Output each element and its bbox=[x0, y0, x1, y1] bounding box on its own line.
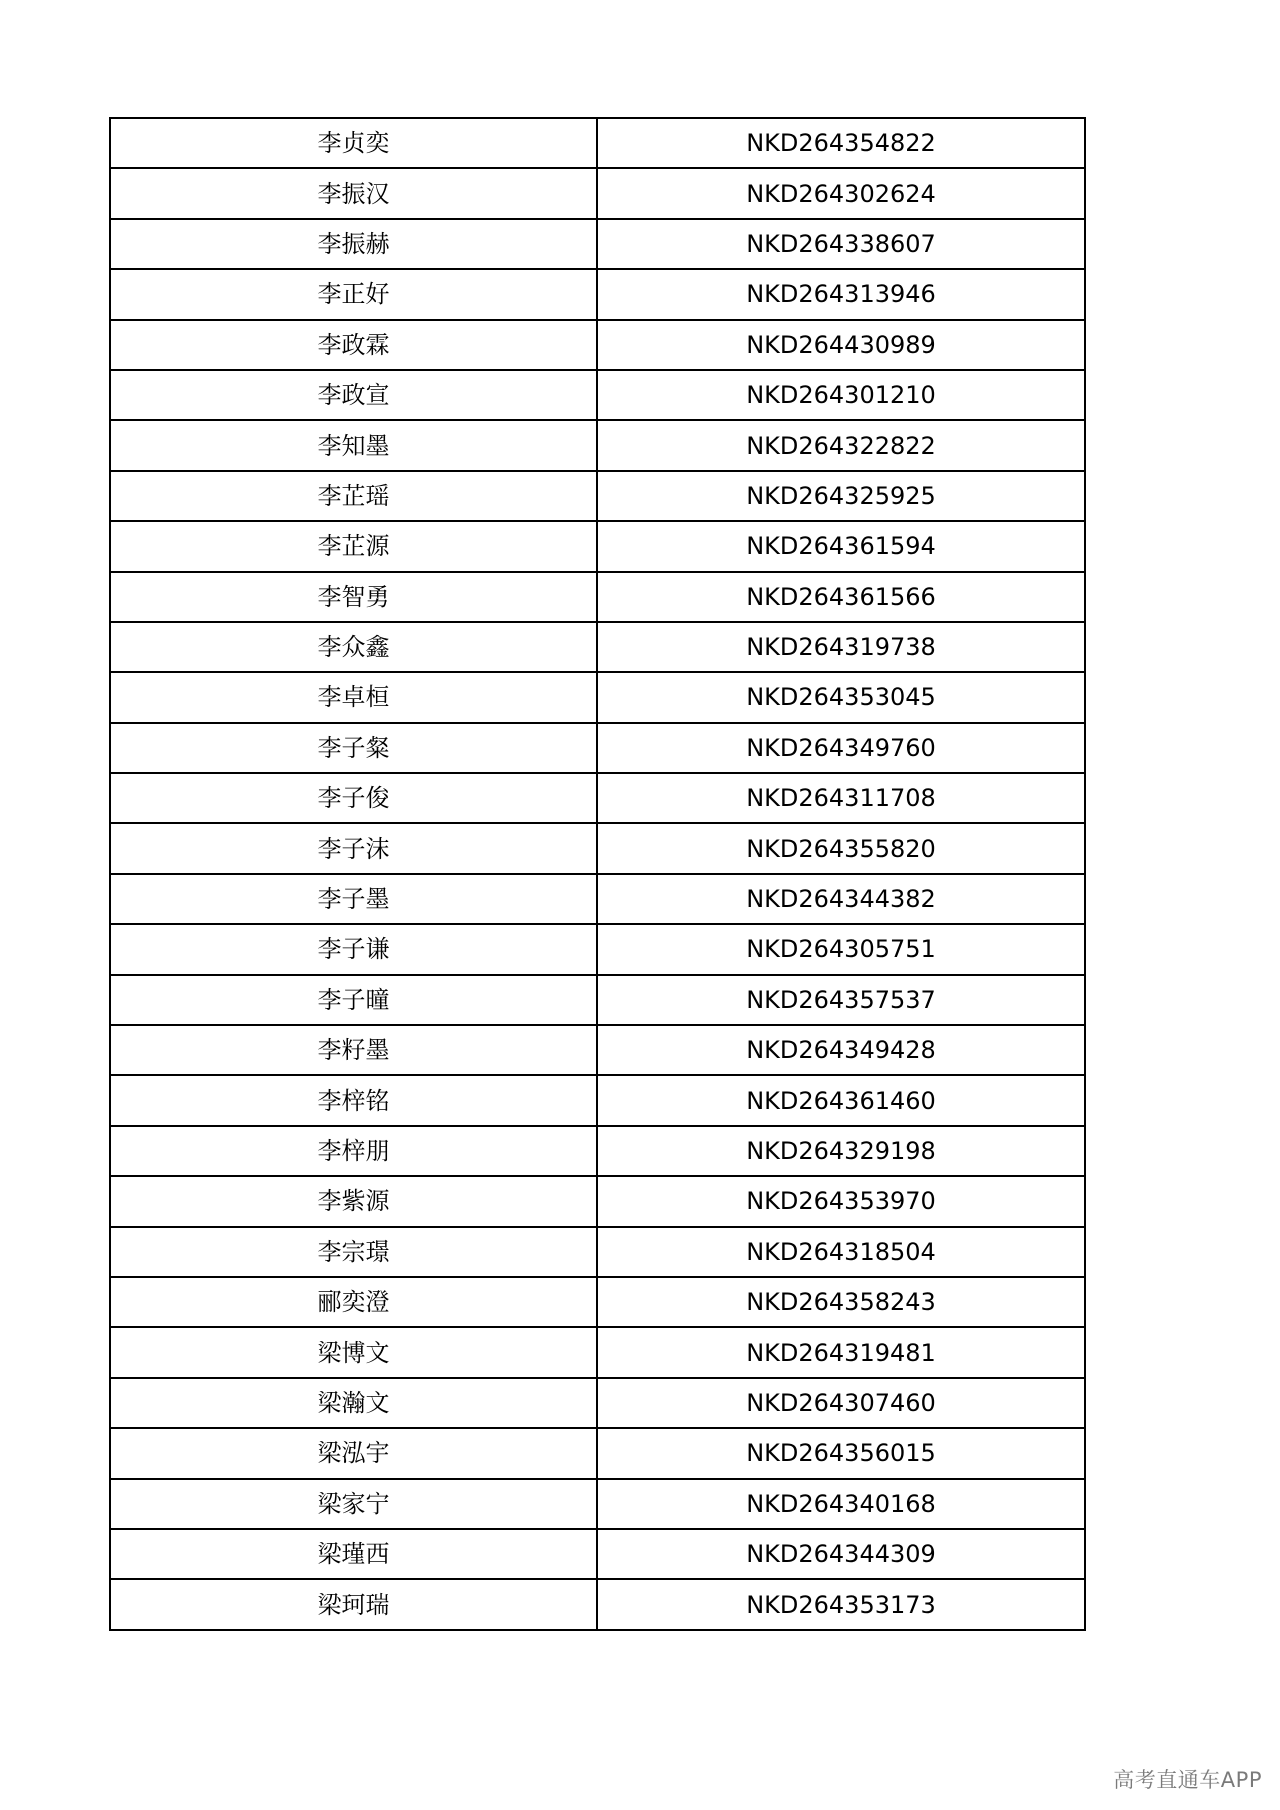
name-cell: 李众鑫 bbox=[110, 622, 597, 672]
table-row bbox=[110, 1075, 1085, 1125]
table-row bbox=[110, 975, 1085, 1025]
table-row bbox=[110, 1126, 1085, 1176]
table-row bbox=[110, 924, 1085, 974]
id-cell: NKD264353173 bbox=[597, 1579, 1085, 1629]
id-cell: NKD264353045 bbox=[597, 672, 1085, 722]
table-row bbox=[110, 1529, 1085, 1579]
table-row bbox=[110, 420, 1085, 470]
name-cell: 李芷瑶 bbox=[110, 471, 597, 521]
id-cell: NKD264325925 bbox=[597, 471, 1085, 521]
table-row bbox=[110, 269, 1085, 319]
name-cell: 李知墨 bbox=[110, 420, 597, 470]
name-cell: 李梓铭 bbox=[110, 1075, 597, 1125]
name-cell: 李籽墨 bbox=[110, 1025, 597, 1075]
table-row bbox=[110, 1579, 1085, 1629]
id-cell: NKD264356015 bbox=[597, 1428, 1085, 1478]
table-row bbox=[110, 773, 1085, 823]
table-row bbox=[110, 320, 1085, 370]
name-cell: 李子曈 bbox=[110, 975, 597, 1025]
table-row bbox=[110, 1227, 1085, 1277]
table-row bbox=[110, 823, 1085, 873]
table-row bbox=[110, 723, 1085, 773]
name-cell: 李振赫 bbox=[110, 219, 597, 269]
name-cell: 李卓桓 bbox=[110, 672, 597, 722]
id-cell: NKD264340168 bbox=[597, 1479, 1085, 1529]
id-cell: NKD264318504 bbox=[597, 1227, 1085, 1277]
table-row bbox=[110, 1378, 1085, 1428]
name-cell: 李子墨 bbox=[110, 874, 597, 924]
id-cell: NKD264354822 bbox=[597, 118, 1085, 168]
table-row bbox=[110, 622, 1085, 672]
id-cell: NKD264311708 bbox=[597, 773, 1085, 823]
watermark: 高考直通车APP bbox=[1113, 1768, 1262, 1792]
name-cell: 李政宣 bbox=[110, 370, 597, 420]
table-row bbox=[110, 1428, 1085, 1478]
roster-table-body bbox=[110, 118, 1085, 1630]
name-cell: 李子谦 bbox=[110, 924, 597, 974]
name-cell: 李智勇 bbox=[110, 572, 597, 622]
table-row bbox=[110, 672, 1085, 722]
name-cell: 李政霖 bbox=[110, 320, 597, 370]
name-cell: 梁家宁 bbox=[110, 1479, 597, 1529]
id-cell: NKD264305751 bbox=[597, 924, 1085, 974]
name-cell: 李芷源 bbox=[110, 521, 597, 571]
name-cell: 郦奕澄 bbox=[110, 1277, 597, 1327]
table-row bbox=[110, 219, 1085, 269]
id-cell: NKD264361460 bbox=[597, 1075, 1085, 1125]
name-cell: 梁博文 bbox=[110, 1327, 597, 1377]
id-cell: NKD264301210 bbox=[597, 370, 1085, 420]
table-row bbox=[110, 521, 1085, 571]
id-cell: NKD264358243 bbox=[597, 1277, 1085, 1327]
id-cell: NKD264322822 bbox=[597, 420, 1085, 470]
id-cell: NKD264329198 bbox=[597, 1126, 1085, 1176]
name-cell: 李振汉 bbox=[110, 168, 597, 218]
id-cell: NKD264357537 bbox=[597, 975, 1085, 1025]
name-cell: 李子俊 bbox=[110, 773, 597, 823]
id-cell: NKD264338607 bbox=[597, 219, 1085, 269]
id-cell: NKD264307460 bbox=[597, 1378, 1085, 1428]
table-row bbox=[110, 471, 1085, 521]
table-row bbox=[110, 1479, 1085, 1529]
id-cell: NKD264349428 bbox=[597, 1025, 1085, 1075]
name-cell: 李宗璟 bbox=[110, 1227, 597, 1277]
id-cell: NKD264313946 bbox=[597, 269, 1085, 319]
name-cell: 梁泓宇 bbox=[110, 1428, 597, 1478]
table-row bbox=[110, 1327, 1085, 1377]
id-cell: NKD264319481 bbox=[597, 1327, 1085, 1377]
id-cell: NKD264302624 bbox=[597, 168, 1085, 218]
table-row bbox=[110, 370, 1085, 420]
name-cell: 李正好 bbox=[110, 269, 597, 319]
id-cell: NKD264344309 bbox=[597, 1529, 1085, 1579]
table-row bbox=[110, 1025, 1085, 1075]
name-cell: 梁瑾西 bbox=[110, 1529, 597, 1579]
table-row bbox=[110, 168, 1085, 218]
name-cell: 梁瀚文 bbox=[110, 1378, 597, 1428]
id-cell: NKD264344382 bbox=[597, 874, 1085, 924]
name-cell: 李贞奕 bbox=[110, 118, 597, 168]
name-cell: 李梓朋 bbox=[110, 1126, 597, 1176]
roster-table bbox=[109, 117, 1086, 1631]
name-cell: 梁珂瑞 bbox=[110, 1579, 597, 1629]
id-cell: NKD264361594 bbox=[597, 521, 1085, 571]
id-cell: NKD264430989 bbox=[597, 320, 1085, 370]
id-cell: NKD264361566 bbox=[597, 572, 1085, 622]
id-cell: NKD264319738 bbox=[597, 622, 1085, 672]
table-row bbox=[110, 572, 1085, 622]
table-row bbox=[110, 1176, 1085, 1226]
name-cell: 李紫源 bbox=[110, 1176, 597, 1226]
id-cell: NKD264349760 bbox=[597, 723, 1085, 773]
name-cell: 李子粲 bbox=[110, 723, 597, 773]
table-row bbox=[110, 874, 1085, 924]
table-row bbox=[110, 118, 1085, 168]
id-cell: NKD264355820 bbox=[597, 823, 1085, 873]
name-cell: 李子沫 bbox=[110, 823, 597, 873]
table-row bbox=[110, 1277, 1085, 1327]
id-cell: NKD264353970 bbox=[597, 1176, 1085, 1226]
